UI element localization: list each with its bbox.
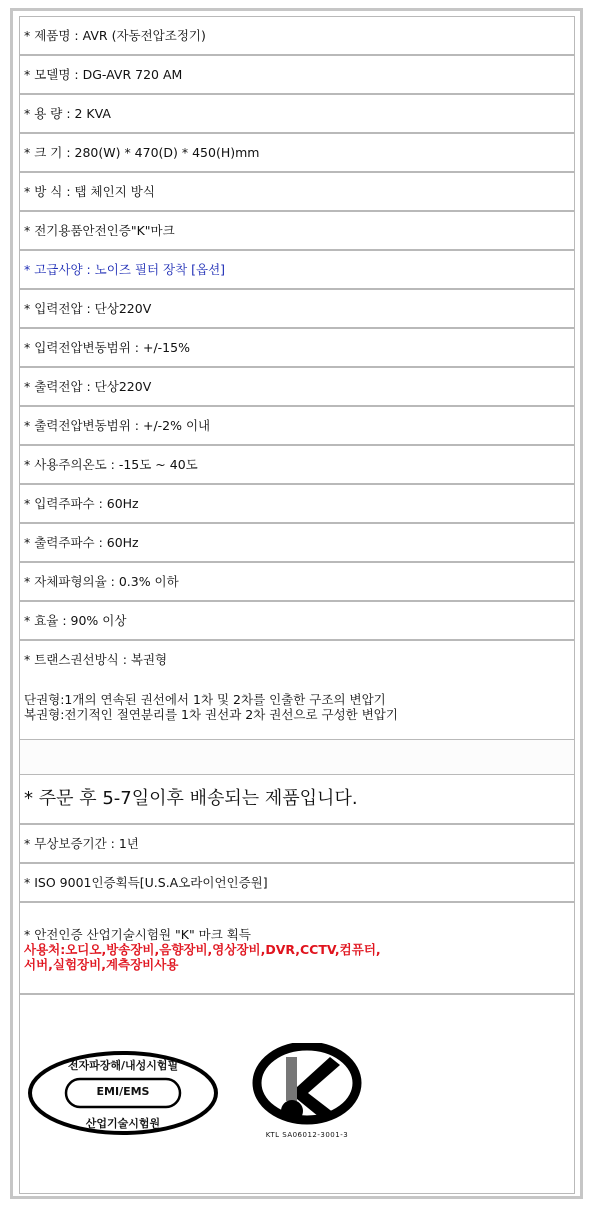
spec-row: * 출력전압 : 단상220V bbox=[19, 367, 575, 406]
k-mark-caption: KTL SA06012-3001-3 bbox=[265, 1131, 349, 1139]
cert-line-2: 사용처:오디오,방송장비,음향장비,영상장비,DVR,CCTV,컴퓨터, bbox=[24, 942, 381, 957]
cert-line-1: * 안전인증 산업기술시험원 "K" 마크 획득 bbox=[24, 927, 251, 942]
emi-logo-bottom-text: 산업기술시험원 bbox=[85, 1117, 161, 1130]
spec-row: * 출력주파수 : 60Hz bbox=[19, 523, 575, 562]
spec-row: * 출력전압변동범위 : +/-2% 이내 bbox=[19, 406, 575, 445]
k-mark-icon bbox=[242, 1043, 372, 1133]
spec-row: * 입력전압변동범위 : +/-15% bbox=[19, 328, 575, 367]
k-mark-logo bbox=[242, 1043, 372, 1143]
spec-row: * 트랜스권선방식 : 복권형 bbox=[19, 640, 575, 679]
iso-row: * ISO 9001인증획득[U.S.A오라이언인증원] bbox=[19, 863, 575, 902]
spec-row: * 용 량 : 2 KVA bbox=[19, 94, 575, 133]
cert-block bbox=[19, 902, 575, 994]
spec-row: * 입력주파수 : 60Hz bbox=[19, 484, 575, 523]
spec-row: * 입력전압 : 단상220V bbox=[19, 289, 575, 328]
note-line-1: 단권형:1개의 연속된 권선에서 1차 및 2차를 인출한 구조의 변압기 bbox=[24, 692, 386, 707]
spec-row: * 고급사양 : 노이즈 필터 장착 [옵션] bbox=[19, 250, 575, 289]
spec-row: * 모델명 : DG-AVR 720 AM bbox=[19, 55, 575, 94]
spec-row: * 제품명 : AVR (자동전압조정기) bbox=[19, 16, 575, 55]
warranty-row: * 무상보증기간 : 1년 bbox=[19, 824, 575, 863]
emi-logo-top-text: 전자파장해/내성시험필 bbox=[67, 1059, 179, 1072]
note-line-2: 복권형:전기적인 절연분리를 1차 권선과 2차 권선으로 구성한 변압기 bbox=[24, 707, 398, 722]
spec-row: * 크 기 : 280(W) * 470(D) * 450(H)mm bbox=[19, 133, 575, 172]
spec-row: * 방 식 : 탭 체인지 방식 bbox=[19, 172, 575, 211]
logo-area bbox=[19, 994, 575, 1194]
spec-row: * 사용주의온도 : -15도 ~ 40도 bbox=[19, 445, 575, 484]
emi-ems-logo bbox=[28, 1051, 218, 1135]
transformer-note bbox=[19, 678, 575, 740]
spec-row: * 효율 : 90% 이상 bbox=[19, 601, 575, 640]
spacer bbox=[19, 740, 575, 774]
cert-line-3: 서버,실험장비,계측장비사용 bbox=[24, 957, 179, 972]
emi-logo-middle-text: EMI/EMS bbox=[96, 1085, 150, 1098]
shipping-notice: * 주문 후 5-7일이후 배송되는 제품입니다. bbox=[19, 774, 575, 824]
spec-row: * 전기용품안전인증"K"마크 bbox=[19, 211, 575, 250]
spec-row: * 자체파형의율 : 0.3% 이하 bbox=[19, 562, 575, 601]
